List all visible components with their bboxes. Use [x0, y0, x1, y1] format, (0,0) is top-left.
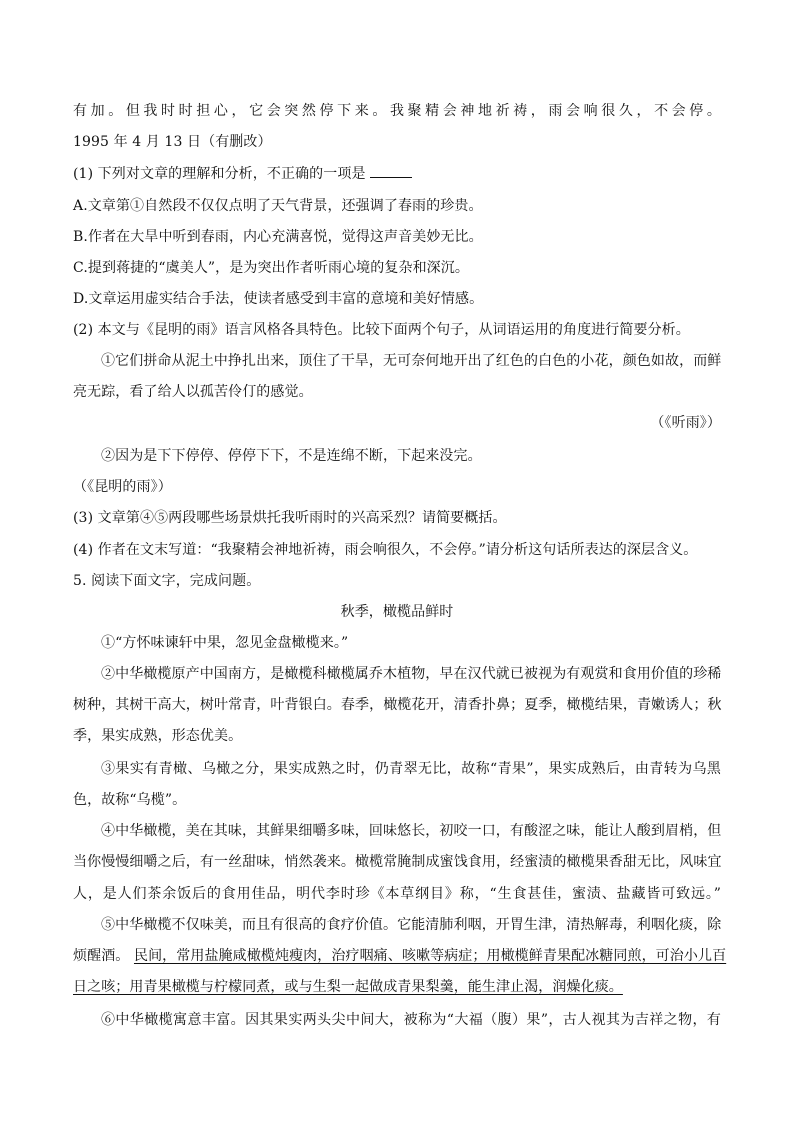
question-1 — [73, 163, 721, 184]
article-title: 秋季，橄榄品鲜时 — [340, 604, 454, 620]
paragraph-5-underlined-text-end: 日之咳；用青果橄榄与柠檬同煮，或与生梨一起做成青果梨羹，能生津止渴，润燥化痰。 — [73, 979, 623, 995]
option-c: C.提到蒋捷的“虞美人”，是为突出作者听雨心境的复杂和深沉。 — [73, 260, 469, 276]
question-5: 5. 阅读下面文字，完成问题。 — [73, 573, 261, 589]
paragraph-2-line-2: 树种，其树干高大，树叶常青，叶背银白。春季，橄榄花开，清香扑鼻；夏季，橄榄结果，青嫩诱人；秋 — [73, 697, 722, 713]
paragraph-4-line-1: ④中华橄榄，美在其味，其鲜果细嚼多味，回味悠长，初咬一口，有酸涩之味，能让人酸到眉梢，但 — [101, 823, 722, 839]
paragraph-1: ①“方怀味谏轩中果，忽见金盘橄榄来。” — [101, 635, 349, 651]
answer-blank — [370, 163, 412, 178]
paragraph-4-line-2: 当你慢慢细嚼之后，有一丝甜味，悄然袭来。橄榄常腌制成蜜饯食用，经蜜渍的橄榄果香甜无比，风味宜 — [73, 854, 722, 870]
source-2: （《昆明的雨》） — [73, 479, 172, 495]
option-d: D.文章运用虚实结合手法，使读者感受到丰富的意境和美好情感。 — [73, 291, 484, 307]
question-1-text: (1) 下列对文章的理解和分析，不正确的一项是 — [73, 166, 366, 182]
sentence-1-line-1: ①它们拼命从泥土中挣扎出来，顶住了干旱，无可奈何地开出了红色的白色的小花，颜色如故，而鲜 — [101, 353, 722, 369]
paragraph-6-line-1: ⑥中华橄榄寓意丰富。因其果实两头尖中间大，被称为“大福（腹）果”，古人视其为吉祥之物，有 — [101, 1012, 721, 1028]
question-4: (4) 作者在文末写道：“我聚精会神地祈祷，雨会响很久，不会停。”请分析这句话所表达的深层含义。 — [73, 542, 698, 558]
paragraph-5-underlined-text: 民间，常用盐腌咸橄榄炖瘦肉，治疗咽痛、咳嗽等病症；用橄榄鲜青果配冰糖同煎，可治小儿百 — [133, 948, 727, 964]
text-line: 有加。但我时时担心，它会突然停下来。我聚精会神地祈祷，雨会响很久，不会停。 — [73, 103, 721, 119]
source-1: （《听雨》） — [650, 415, 721, 431]
paragraph-5-plain-text: 烦醒酒。 — [73, 948, 130, 964]
paragraph-2-line-1: ②中华橄榄原产中国南方，是橄榄科橄榄属乔木植物，早在汉代就已被视为有观赏和食用价值的珍稀 — [101, 666, 722, 682]
paragraph-5-line-1: ⑤中华橄榄不仅味美，而且有很高的食疗价值。它能清肺利咽，开胃生津，清热解毒，利咽化痰，除 — [101, 917, 722, 933]
option-a: A.文章第①自然段不仅仅点明了天气背景，还强调了春雨的珍贵。 — [73, 198, 483, 214]
paragraph-5-line-3 — [73, 977, 721, 997]
sentence-2: ②因为是下下停停、停停下下，不是连绵不断，下起来没完。 — [101, 448, 482, 464]
question-3: (3) 文章第④⑤两段哪些场景烘托我听雨时的兴高采烈？请简要概括。 — [73, 510, 507, 526]
paragraph-4-line-3: 人，是人们茶余饭后的食用佳品，明代李时珍《本草纲目》称，“生食甚佳，蜜渍、盐藏皆可致远。” — [73, 886, 721, 902]
paragraph-3-line-2: 色，故称“乌榄”。 — [73, 792, 187, 808]
question-2: (2) 本文与《昆明的雨》语言风格各具特色。比较下面两个句子，从词语运用的角度进行简要分析。 — [73, 322, 690, 338]
paragraph-2-line-3: 季，果实成熟，形态优美。 — [73, 728, 243, 744]
sentence-1-line-2: 亮无踪，看了给人以孤苦伶仃的感觉。 — [73, 384, 313, 400]
option-b: B.作者在大旱中听到春雨，内心充满喜悦，觉得这声音美妙无比。 — [73, 229, 483, 245]
paragraph-3-line-1: ③果实有青橄、乌橄之分，果实成熟之时，仍青翠无比，故称“青果”，果实成熟后，由青转为乌黑 — [101, 761, 721, 777]
paragraph-5-line-2 — [73, 946, 727, 966]
date-line: 1995 年 4 月 13 日（有删改） — [73, 134, 272, 150]
